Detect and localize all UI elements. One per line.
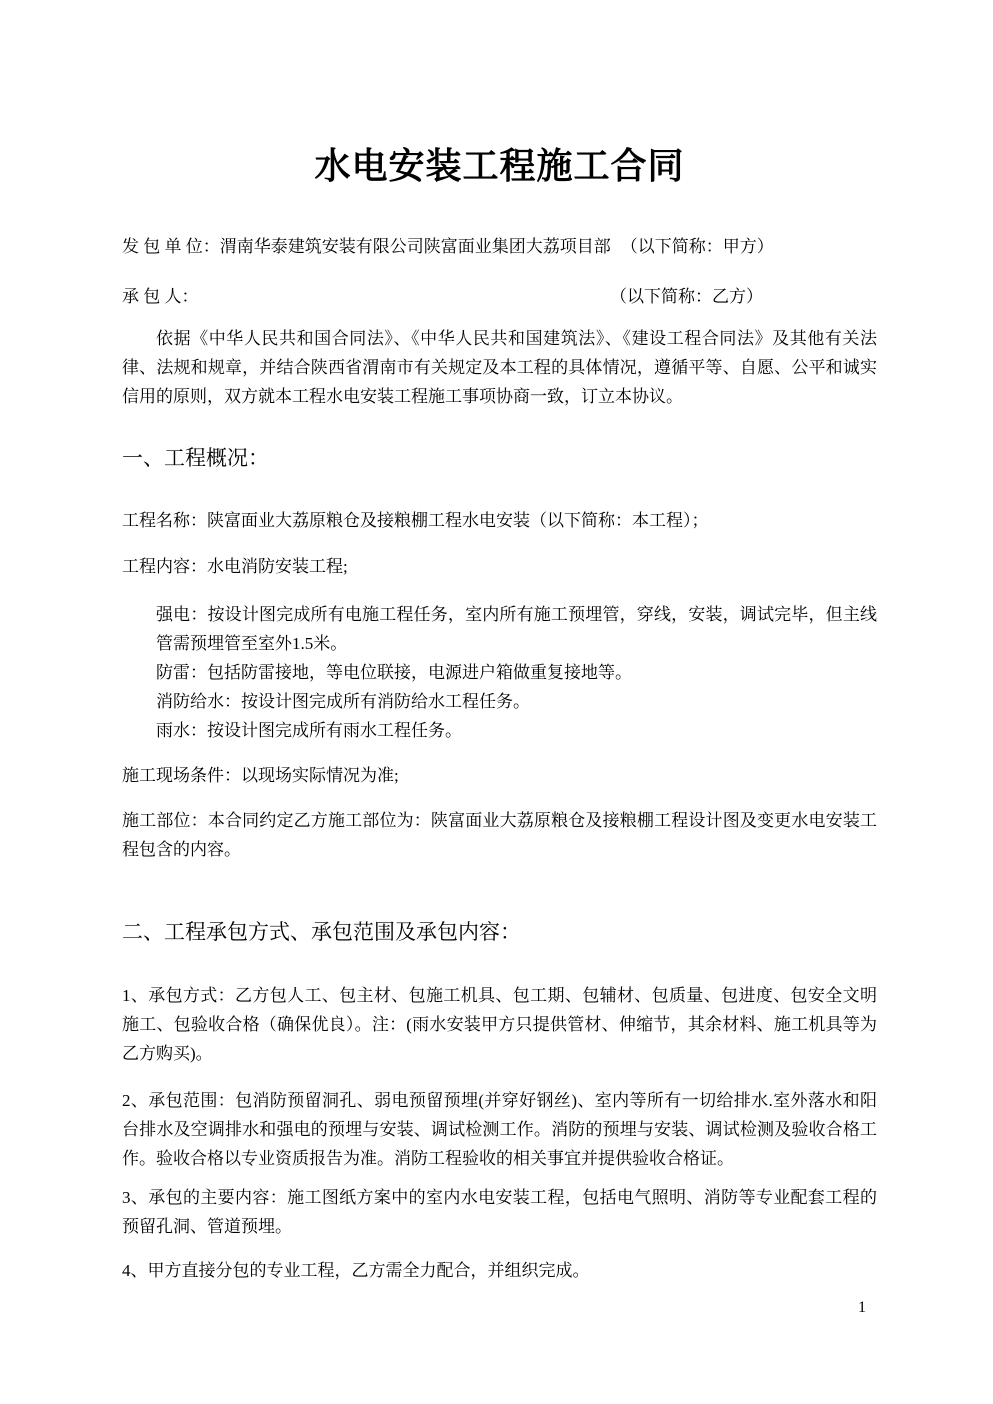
contractor-label: 承 包 人：: [122, 287, 199, 306]
employer-label: 发 包 单 位：: [122, 237, 220, 256]
clause-contract-method: 1、承包方式：乙方包人工、包主材、包施工机具、包工期、包辅材、包质量、包进度、包安全文明施工、包验收合格（确保优良）。注：(雨水安装甲方只提供管材、伸缩节，其余材料、施工机具等为乙方购买)。: [122, 986, 877, 1063]
clause-contract-scope: 2、承包范围：包消防预留洞孔、弱电预留预埋(并穿好钢丝)、室内等所有一切给排水.室外落水和阳台排水及空调排水和强电的预埋与安装、调试检测工作。消防的预埋与安装、调试检测及验收合格工作。验收合格以专业资质报告为准。消防工程验收的相关事宜并提供验收合格证。: [122, 1091, 877, 1168]
page-number: 1: [858, 1299, 866, 1316]
scope-item-rainwater: 雨水：按设计图完成所有雨水工程任务。: [156, 721, 462, 740]
preamble-paragraph: 依据《中华人民共和国合同法》、《中华人民共和国建筑法》、《建设工程合同法》及其他有关法律、法规和规章，并结合陕西省渭南市有关规定及本工程的具体情况，遵循平等、自愿、公平和诚实信用的原则，双方就本工程水电安装工程施工事项协商一致，订立本协议。: [122, 329, 877, 406]
clause-direct-subcontract: 4、甲方直接分包的专业工程，乙方需全力配合，并组织完成。: [122, 1261, 590, 1280]
clause-main-content: 3、承包的主要内容：施工图纸方案中的室内水电安装工程，包括电气照明、消防等专业配套工程的预留孔洞、管道预埋。: [122, 1188, 877, 1236]
contractor-alias: （以下简称：乙方）: [610, 287, 763, 306]
project-name-line: 工程名称：陕富面业大荔原粮仓及接粮棚工程水电安装（以下简称：本工程）；: [122, 511, 709, 530]
employer-alias: （以下简称：甲方）: [620, 237, 774, 256]
section1-heading: 一、工程概况：: [122, 446, 269, 470]
scope-item-lightning-protection: 防雷：包括防雷接地，等电位联接，电源进户箱做重复接地等。: [156, 663, 632, 682]
contractor-line: [122, 282, 877, 311]
document-title: 水电安装工程施工合同: [314, 146, 685, 186]
scope-item-list: [122, 600, 877, 745]
scope-item-fire-water-supply: 消防给水：按设计图完成所有消防给水工程任务。: [156, 692, 530, 711]
site-condition-line: 施工现场条件：以现场实际情况为准;: [122, 766, 399, 785]
scope-item-strong-electric: 强电：按设计图完成所有电施工程任务，室内所有施工预埋管，穿线，安装，调试完毕，但主线管需预埋管至室外1.5米。: [156, 605, 877, 653]
employer-value: 渭南华泰建筑安装有限公司陕富面业集团大荔项目部: [219, 237, 611, 256]
employer-line: [122, 232, 877, 261]
construction-part-line: 施工部位：本合同约定乙方施工部位为：陕富面业大荔原粮仓及接粮棚工程设计图及变更水电安装工程包含的内容。: [122, 811, 877, 859]
section2-heading: 二、工程承包方式、承包范围及承包内容：: [122, 920, 521, 944]
project-content-line: 工程内容：水电消防安装工程;: [122, 557, 348, 576]
